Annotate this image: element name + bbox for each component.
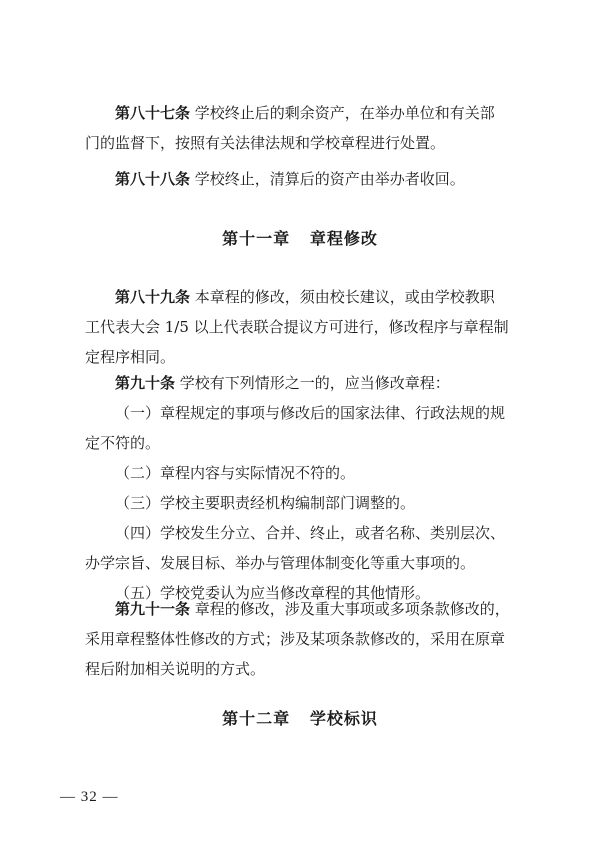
article-90-item-4-line-1: （四）学校发生分立、合并、终止，或者名称、类别层次、	[115, 524, 506, 542]
article-87-number: 第八十七条	[115, 104, 191, 122]
article-88-number: 第八十八条	[115, 170, 191, 188]
article-90-item-5: （五）学校党委认为应当修改章程的其他情形。	[115, 584, 431, 602]
chapter-12-title: 学校标识	[309, 709, 378, 728]
article-89-text-line-2: 工代表大会 1/5 以上代表联合提议方可进行，修改程序与章程制	[85, 318, 509, 336]
article-90-item-3: （三）学校主要职责经机构编制部门调整的。	[115, 494, 416, 512]
article-90-item-1-line-2: 定不符的。	[85, 434, 161, 452]
chapter-12-label: 第十二章	[222, 709, 291, 728]
article-91-text-line-2: 采用章程整体性修改的方式；涉及某项条款修改的，采用在原章	[85, 630, 506, 648]
article-89	[85, 282, 515, 372]
article-90-item-4-line-2: 办学宗旨、发展目标、举办与管理体制变化等重大事项的。	[85, 554, 476, 572]
article-88	[85, 164, 515, 194]
article-88-text-line-1: 学校终止，清算后的资产由举办者收回。	[194, 170, 465, 188]
article-91-text-line-1: 章程的修改，涉及重大事项或多项条款修改的，	[194, 600, 510, 618]
chapter-11-heading	[0, 226, 600, 249]
chapter-11-title: 章程修改	[309, 229, 378, 248]
page-number: — 32 —	[60, 789, 119, 805]
article-87-text-line-2: 门的监督下，按照有关法律法规和学校章程进行处置。	[85, 134, 446, 152]
article-89-text-line-1: 本章程的修改，须由校长建议，或由学校教职	[194, 288, 495, 306]
article-90	[85, 368, 515, 608]
article-87	[85, 98, 515, 158]
article-91	[85, 594, 515, 684]
article-90-item-1-line-1: （一）章程规定的事项与修改后的国家法律、行政法规的规	[115, 404, 506, 422]
article-89-number: 第八十九条	[115, 288, 191, 306]
article-89-text-line-3: 定程序相同。	[85, 348, 176, 366]
article-90-number: 第九十条	[115, 374, 176, 392]
article-91-text-line-3: 程后附加相关说明的方式。	[85, 660, 266, 678]
article-91-number: 第九十一条	[115, 600, 191, 618]
article-87-text-line-1: 学校终止后的剩余资产，在举办单位和有关部	[194, 104, 495, 122]
article-90-text-line-1: 学校有下列情形之一的，应当修改章程：	[179, 374, 450, 392]
chapter-11-label: 第十一章	[222, 229, 291, 248]
article-90-item-2: （二）章程内容与实际情况不符的。	[115, 464, 356, 482]
chapter-12-heading	[0, 706, 600, 729]
